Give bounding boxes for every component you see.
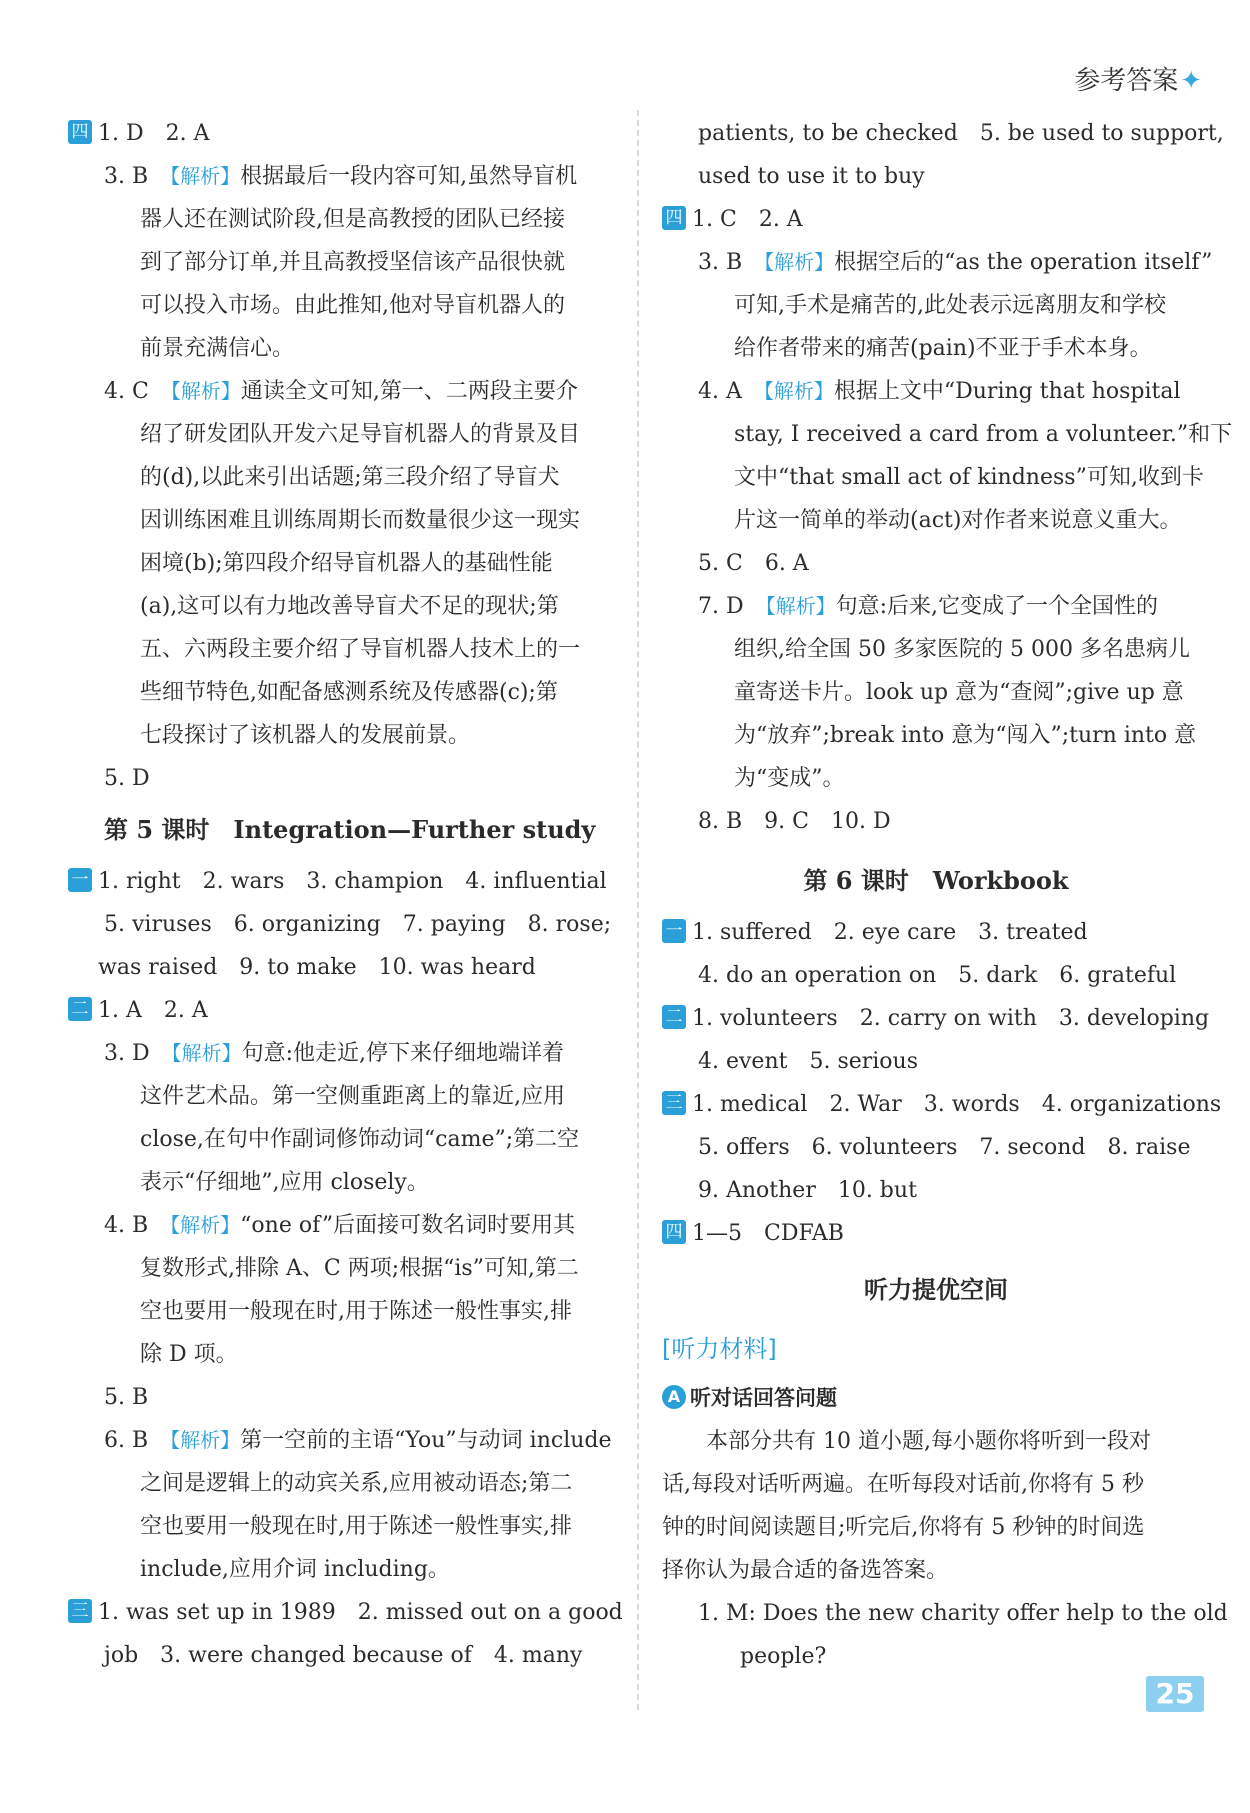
explanation-line: 给作者带来的痛苦(pain)不亚于手术本身。 bbox=[734, 336, 1152, 361]
explanation-line: 可知,手术是痛苦的,此处表示远离朋友和学校 bbox=[734, 293, 1166, 318]
explanation-line: 空也要用一般现在时,用于陈述一般性事实,排 bbox=[140, 1514, 572, 1539]
explanation-line: 困境(b);第四段介绍导盲机器人的基础性能 bbox=[140, 551, 553, 576]
intro-line: 本部分共有 10 道小题,每小题你将听到一段对 bbox=[706, 1429, 1151, 1454]
explanation-line: 五、六两段主要介绍了导盲机器人技术上的一 bbox=[140, 637, 581, 662]
answer-line: 9. Another 10. but bbox=[698, 1178, 917, 1203]
answer-key-header bbox=[1074, 60, 1202, 97]
explanation-line: 文中“that small act of kindness”可知,收到卡 bbox=[734, 465, 1204, 490]
analysis-tag: 【解析】 bbox=[170, 1213, 241, 1237]
explanation-line: 这件艺术品。第一空侧重距离上的靠近,应用 bbox=[140, 1084, 565, 1109]
explanation-line: 复数形式,排除 A、C 两项;根据“is”可知,第二 bbox=[140, 1256, 579, 1281]
analysis-tag: 【解析】 bbox=[170, 1428, 241, 1452]
sparkle-icon: ✦ bbox=[1180, 66, 1202, 96]
explanation-line: 除 D 项。 bbox=[140, 1342, 238, 1367]
answer-item: 8. B 9. C 10. D bbox=[698, 809, 891, 834]
explanation-line: 可以投入市场。由此推知,他对导盲机器人的 bbox=[140, 293, 565, 318]
section-marker: 一 bbox=[68, 868, 92, 892]
explanation-line: 七段探讨了该机器人的发展前景。 bbox=[140, 723, 471, 748]
section-marker: 三 bbox=[68, 1599, 92, 1623]
explanation-line: 器人还在测试阶段,但是高教授的团队已经接 bbox=[140, 207, 565, 232]
analysis-tag: 【解析】 bbox=[170, 164, 241, 188]
dialog-line: 1. M: Does the new charity offer help to the old bbox=[698, 1601, 1228, 1626]
dialog-line: people? bbox=[740, 1644, 827, 1669]
analysis-tag: 【解析】 bbox=[763, 379, 834, 403]
answer-line: used to use it to buy bbox=[698, 164, 925, 189]
answer-item: 4. B 【解析】“one of”后面接可数名词时要用其 bbox=[104, 1213, 576, 1238]
answer-item: 4. C 【解析】通读全文可知,第一、二两段主要介 bbox=[104, 379, 578, 404]
section-two-answers: 二 1. volunteers 2. carry on with 3. developing bbox=[662, 997, 1210, 1040]
answer-item: 3. B 【解析】根据空后的“as the operation itself” bbox=[698, 250, 1213, 275]
answer-item: 3. B 【解析】根据最后一段内容可知,虽然导盲机 bbox=[104, 164, 578, 189]
explanation-line: 绍了研发团队开发六足导盲机器人的背景及目 bbox=[140, 422, 581, 447]
answer-line: job 3. were changed because of 4. many bbox=[104, 1643, 583, 1668]
part-a-badge: A bbox=[662, 1385, 686, 1409]
lesson-title: 第 5 课时 Integration—Further study bbox=[104, 815, 596, 844]
section-marker: 二 bbox=[662, 1005, 686, 1029]
explanation-line: 童寄送卡片。look up 意为“查阅”;give up 意 bbox=[734, 680, 1184, 705]
answer-line: was raised 9. to make 10. was heard bbox=[98, 955, 536, 980]
analysis-tag: 【解析】 bbox=[765, 594, 836, 618]
section-marker: 四 bbox=[662, 206, 686, 230]
explanation-line: 表示“仔细地”,应用 closely。 bbox=[140, 1170, 429, 1195]
explanation-line: 空也要用一般现在时,用于陈述一般性事实,排 bbox=[140, 1299, 572, 1324]
answer-line: patients, to be checked 5. be used to support, bbox=[698, 121, 1224, 146]
lesson-title: 第 6 课时 Workbook bbox=[803, 866, 1069, 895]
listening-material-label: [听力材料] bbox=[662, 1335, 777, 1363]
explanation-line: close,在句中作副词修饰动词“came”;第二空 bbox=[140, 1127, 580, 1152]
answer-line: 4. event 5. serious bbox=[698, 1049, 919, 1074]
explanation-line: 组织,给全国 50 多家医院的 5 000 多名患病儿 bbox=[734, 637, 1190, 662]
answer-item: 5. C 6. A bbox=[698, 551, 809, 576]
answer-item: 5. B bbox=[104, 1385, 149, 1410]
section-one-answers: 一 1. right 2. wars 3. champion 4. influential bbox=[68, 860, 618, 903]
analysis-tag: 【解析】 bbox=[764, 250, 835, 274]
intro-line: 钟的时间阅读题目;听完后,你将有 5 秒钟的时间选 bbox=[662, 1515, 1145, 1540]
answer-item: 3. D 【解析】句意:他走近,停下来仔细地端详着 bbox=[104, 1041, 565, 1066]
answer-line: 4. do an operation on 5. dark 6. grateful bbox=[698, 963, 1177, 988]
listening-section-title: 听力提优空间 bbox=[864, 1276, 1008, 1304]
explanation-line: 到了部分订单,并且高教授坚信该产品很快就 bbox=[140, 250, 565, 275]
explanation-line: 之间是逻辑上的动宾关系,应用被动语态;第二 bbox=[140, 1471, 573, 1496]
explanation-line: 些细节特色,如配备感测系统及传感器(c);第 bbox=[140, 680, 558, 705]
analysis-tag: 【解析】 bbox=[171, 1041, 242, 1065]
section-two-answers: 二 1. A 2. A bbox=[68, 989, 618, 1032]
intro-line: 话,每段对话听两遍。在听每段对话前,你将有 5 秒 bbox=[662, 1472, 1144, 1497]
answer-item: 4. A 【解析】根据上文中“During that hospital bbox=[698, 379, 1181, 404]
explanation-line: 前景充满信心。 bbox=[140, 336, 295, 361]
header-label: 参考答案 bbox=[1074, 66, 1179, 96]
section-four-answers: 四 1. D 2. A bbox=[68, 112, 618, 155]
section-three-answers: 三 1. medical 2. War 3. words 4. organizations bbox=[662, 1083, 1210, 1126]
section-marker: 二 bbox=[68, 997, 92, 1021]
section-four-answers: 四 1—5 CDFAB bbox=[662, 1212, 1210, 1255]
explanation-line: (a),这可以有力地改善导盲犬不足的现状;第 bbox=[140, 594, 559, 619]
section-marker: 四 bbox=[662, 1220, 686, 1244]
answer-item: 7. D 【解析】句意:后来,它变成了一个全国性的 bbox=[698, 594, 1159, 619]
answer-item: 5. D bbox=[104, 766, 150, 791]
section-marker: 三 bbox=[662, 1091, 686, 1115]
explanation-line: 片这一简单的举动(act)对作者来说意义重大。 bbox=[734, 508, 1182, 533]
section-marker: 一 bbox=[662, 919, 686, 943]
answer-line: 5. offers 6. volunteers 7. second 8. raise bbox=[698, 1135, 1191, 1160]
intro-line: 择你认为最合适的备选答案。 bbox=[662, 1558, 949, 1583]
explanation-line: 为“变成”。 bbox=[734, 766, 845, 791]
section-marker: 四 bbox=[68, 120, 92, 144]
section-three-answers: 三 1. was set up in 1989 2. missed out on a good bbox=[68, 1591, 618, 1634]
column-divider bbox=[637, 110, 639, 1710]
explanation-line: 为“放弃”;break into 意为“闯入”;turn into 意 bbox=[734, 723, 1197, 748]
part-a-heading: A 听对话回答问题 bbox=[662, 1377, 1210, 1420]
section-four-answers: 四 1. C 2. A bbox=[662, 198, 1210, 241]
answer-item: 6. B 【解析】第一空前的主语“You”与动词 include bbox=[104, 1428, 612, 1453]
explanation-line: 的(d),以此来引出话题;第三段介绍了导盲犬 bbox=[140, 465, 560, 490]
page-number: 25 bbox=[1146, 1676, 1204, 1712]
answer-line: 5. viruses 6. organizing 7. paying 8. rose; bbox=[104, 912, 612, 937]
explanation-line: include,应用介词 including。 bbox=[140, 1557, 450, 1582]
explanation-line: 因训练困难且训练周期长而数量很少这一现实 bbox=[140, 508, 581, 533]
right-column bbox=[662, 112, 1233, 1678]
left-column bbox=[68, 112, 623, 1677]
explanation-line: stay, I received a card from a volunteer.”和下 bbox=[734, 422, 1233, 447]
analysis-tag: 【解析】 bbox=[170, 379, 241, 403]
section-one-answers: 一 1. suffered 2. eye care 3. treated bbox=[662, 911, 1210, 954]
